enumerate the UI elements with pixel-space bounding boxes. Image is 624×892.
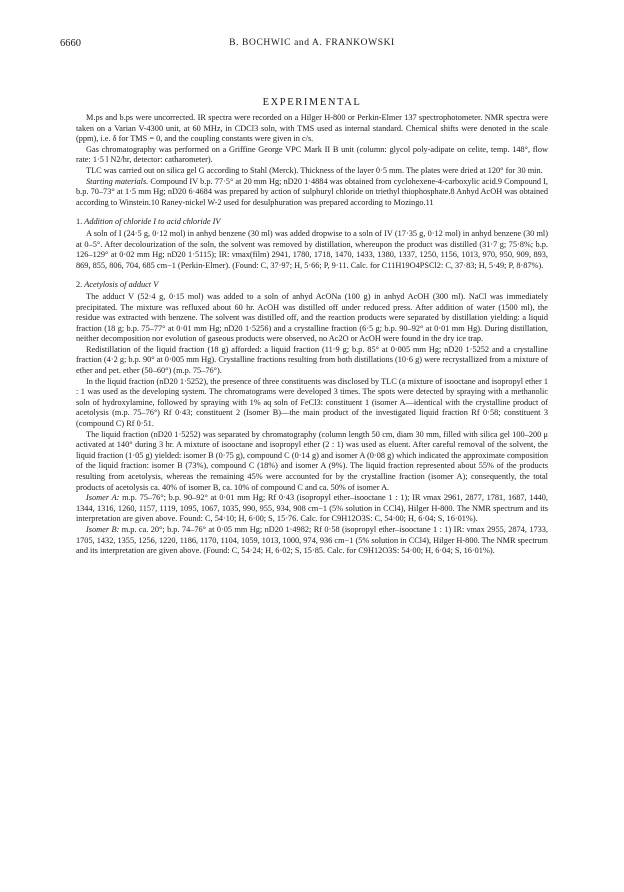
- paragraph-instruments: M.ps and b.ps were uncorrected. IR spectra were recorded on a Hilger H-800 or Perkin-Elmer 137 spectrophotometer. NMR spectra were taken on a Varian V-4300 unit, at 60 MHz, in CDCl3 soln, with TMS used as internal standard. Chemical shifts were denoted in the scale (ppm), i.e. δ for TMS = 0, and the coupling constants were given in c/s.: [76, 113, 548, 144]
- subsection-number-2: 2.: [76, 280, 85, 290]
- subsection-heading-1: [76, 217, 548, 228]
- isomer-a-label: Isomer A:: [86, 493, 120, 503]
- starting-materials-label: Starting materials.: [86, 176, 149, 186]
- isomer-b-text: m.p. ca. 20°; b.p. 74–76° at 0·05 mm Hg; nD20 1·4982; Rf 0·58 (isopropyl ether–isooctane 1 : 1) IR: νmax 2955, 2874, 1733, 1705, 1432, 1355, 1256, 1220, 1186, 1170, 1104, 1059, 1013, 1000, 974, 936 cm−1 (5% solution in CCl4), Hilger H-800. The NMR spectrum and its interpretation are given above. (Found: C, 54·24; H, 6·02; S, 15·85. Calc. for C9H12O3S: 54·00; H, 6·04; S, 16·01%).: [76, 524, 548, 556]
- paragraph-isomer-a: [76, 493, 548, 525]
- body-text: [76, 113, 548, 557]
- page-number: 6660: [60, 38, 81, 49]
- section-title: EXPERIMENTAL: [262, 97, 362, 108]
- page-header: [60, 38, 564, 52]
- paragraph-gas-chromatography: Gas chromatography was performed on a Griffine George VPC Mark II B unit (column: glycol poly-adipate on celite, temp. 148°, flow rate: 1·5 l N2/hr, detector: catharometer).: [76, 144, 548, 165]
- running-title: B. BOCHWIC and A. FRANKOWSKI: [229, 38, 395, 48]
- subsection-number-1: 1.: [76, 217, 85, 227]
- isomer-b-label: Isomer B:: [86, 524, 120, 534]
- paragraph-tlc-constituents: In the liquid fraction (nD20 1·5252), the presence of three constituents was disclosed by TLC (a mixture of isooctane and isopropyl ether 1 : 1 was used as the developing system. The chromatograms were developed 3 times. The spots were detected by spraying with a methanolic soln of hydroxylamine, followed by spraying with 1% aq soln of FeCl3: constituent 1 (isomer A—identical with the crystalline product of acetolysis (m.p. 75–76°) Rf 0·43; constituent 2 (Isomer B)—the main product of the investigated liquid fraction Rf 0·58; constituent 3 (compound C) Rf 0·51.: [76, 376, 548, 429]
- paragraph-isomer-b: [76, 525, 548, 557]
- isomer-a-text: m.p. 75–76°; b.p. 90–92° at 0·01 mm Hg; Rf 0·43 (isopropyl ether–isooctane 1 : 1); IR νmax 2961, 2877, 1781, 1687, 1440, 1344, 1316, 1260, 1157, 1119, 1095, 1067, 1035, 990, 955, 934, 908 cm−1 (5% solution in CCl4), Hilger H-800. The NMR spectrum and its interpretation are given above. Found: C, 54·10; H, 6·00; S, 15·76. Calc. for C9H12O3S: C, 54·00; H, 6·04; S, 16·01%).: [76, 493, 548, 524]
- paragraph-tlc: TLC was carried out on silica gel G according to Stahl (Merck). Thickness of the layer 0·5 mm. The plates were dried at 120° for 30 min.: [86, 165, 543, 175]
- subsection-title-1: Addition of chloride I to acid chloride IV: [84, 217, 221, 227]
- subsection-heading-2: [76, 280, 548, 291]
- paragraph-acetolysis: The adduct V (52·4 g, 0·15 mol) was added to a soln of anhyd AcONa (100 g) in anhyd AcOH (300 ml). NaCl was immediately precipitated. The mixture was refluxed about 60 hr. AcOH was distilled off under reduced press. After addition of water (1500 ml), the residue was extracted with benzene. The solvent was distilled off, and the reaction products were separated by distillation yielding: a liquid fraction (18 g; b.p. 75–77° at 0·01 mm Hg; nD20 1·5256) and a crystalline fraction (6·5 g; b.p. 90–92° at 0·01 mm Hg). During distillation, neither decomposition nor evolution of gaseous products were observed, no Ac2O or AcOH were found in the dry ice trap.: [76, 291, 548, 344]
- paragraph-column-chromatography: The liquid fraction (nD20 1·5252) was separated by chromatography (column length 50 cm, diam 30 mm, filled with silica gel 100–200 μ activated at 140° during 3 hr. A mixture of isooctane and isopropyl ether (2 : 1) was used as eluent. After careful removal of the solvent, the liquid fraction (1·05 g) yielded: isomer B (0·75 g), compound C (0·14 g) and isomer A (0·08 g) which indicated the approximate composition of the liquid fraction: isomer B (73%), compound C (18%) and isomer A (9%). The liquid fraction represented about 55% of the products resulting from acetolysis, whereas the remaining 45% were accounted for by the crystalline fraction (isomer A); consequently, the total products of acetolysis ca. 40% of isomer B, ca. 10% of compound C and ca. 50% of isomer A.: [76, 429, 548, 492]
- subsection-title-2: Acetylosis of adduct V: [84, 280, 159, 290]
- paragraph-redistillation: Redistillation of the liquid fraction (18 g) afforded: a liquid fraction (11·9 g; b.p. 85° at 0·005 mm Hg; nD20 1·5252 and a crystalline fraction (4·2 g; b.p. 90° at 0·005 mm Hg). Crystalline fractions resulting from both distillations (10·6 g) were recrystallized from a mixture of ether and pet. ether (50–60°) (m.p. 75–76°).: [76, 344, 548, 376]
- paragraph-starting-materials: [76, 177, 548, 209]
- paragraph-addition: A soln of I (24·5 g, 0·12 mol) in anhyd benzene (30 ml) was added dropwise to a soln of IV (17·35 g, 0·12 mol) in anhyd benzene (30 ml) at 0–5°. After decolourization of the soln, the solvent was removed by distillation, whereupon the product was distilled (31·7 g; 75·8%; b.p. 126–129° at 0·02 mm Hg; nD20 1·5115); IR: νmax(film) 2941, 1780, 1718, 1470, 1433, 1380, 1337, 1250, 1156, 1013, 970, 950, 909, 893, 869, 855, 806, 704, 685 cm−1 (Perkin-Elmer). (Found: C, 37·97; H, 5·66; P, 9·11. Calc. for C11H19O4PSCl2: C, 37·83; H, 5·49; P, 8·87%).: [76, 228, 548, 270]
- starting-materials-text: Compound IV b.p. 77·5° at 20 mm Hg; nD20 1·4884 was obtained from cyclohexene-4-carboxylic acid.9 Compound I, b.p. 70–73° at 1·5 mm Hg; nD20 6·4684 was prepared by action of sulphuryl chloride on triethyl thiophosphate.8 Anhyd AcOH was obtained according to Winstein.10 Raney-nickel W-2 used for desulphuration was prepared according to Mozingo.11: [76, 176, 548, 207]
